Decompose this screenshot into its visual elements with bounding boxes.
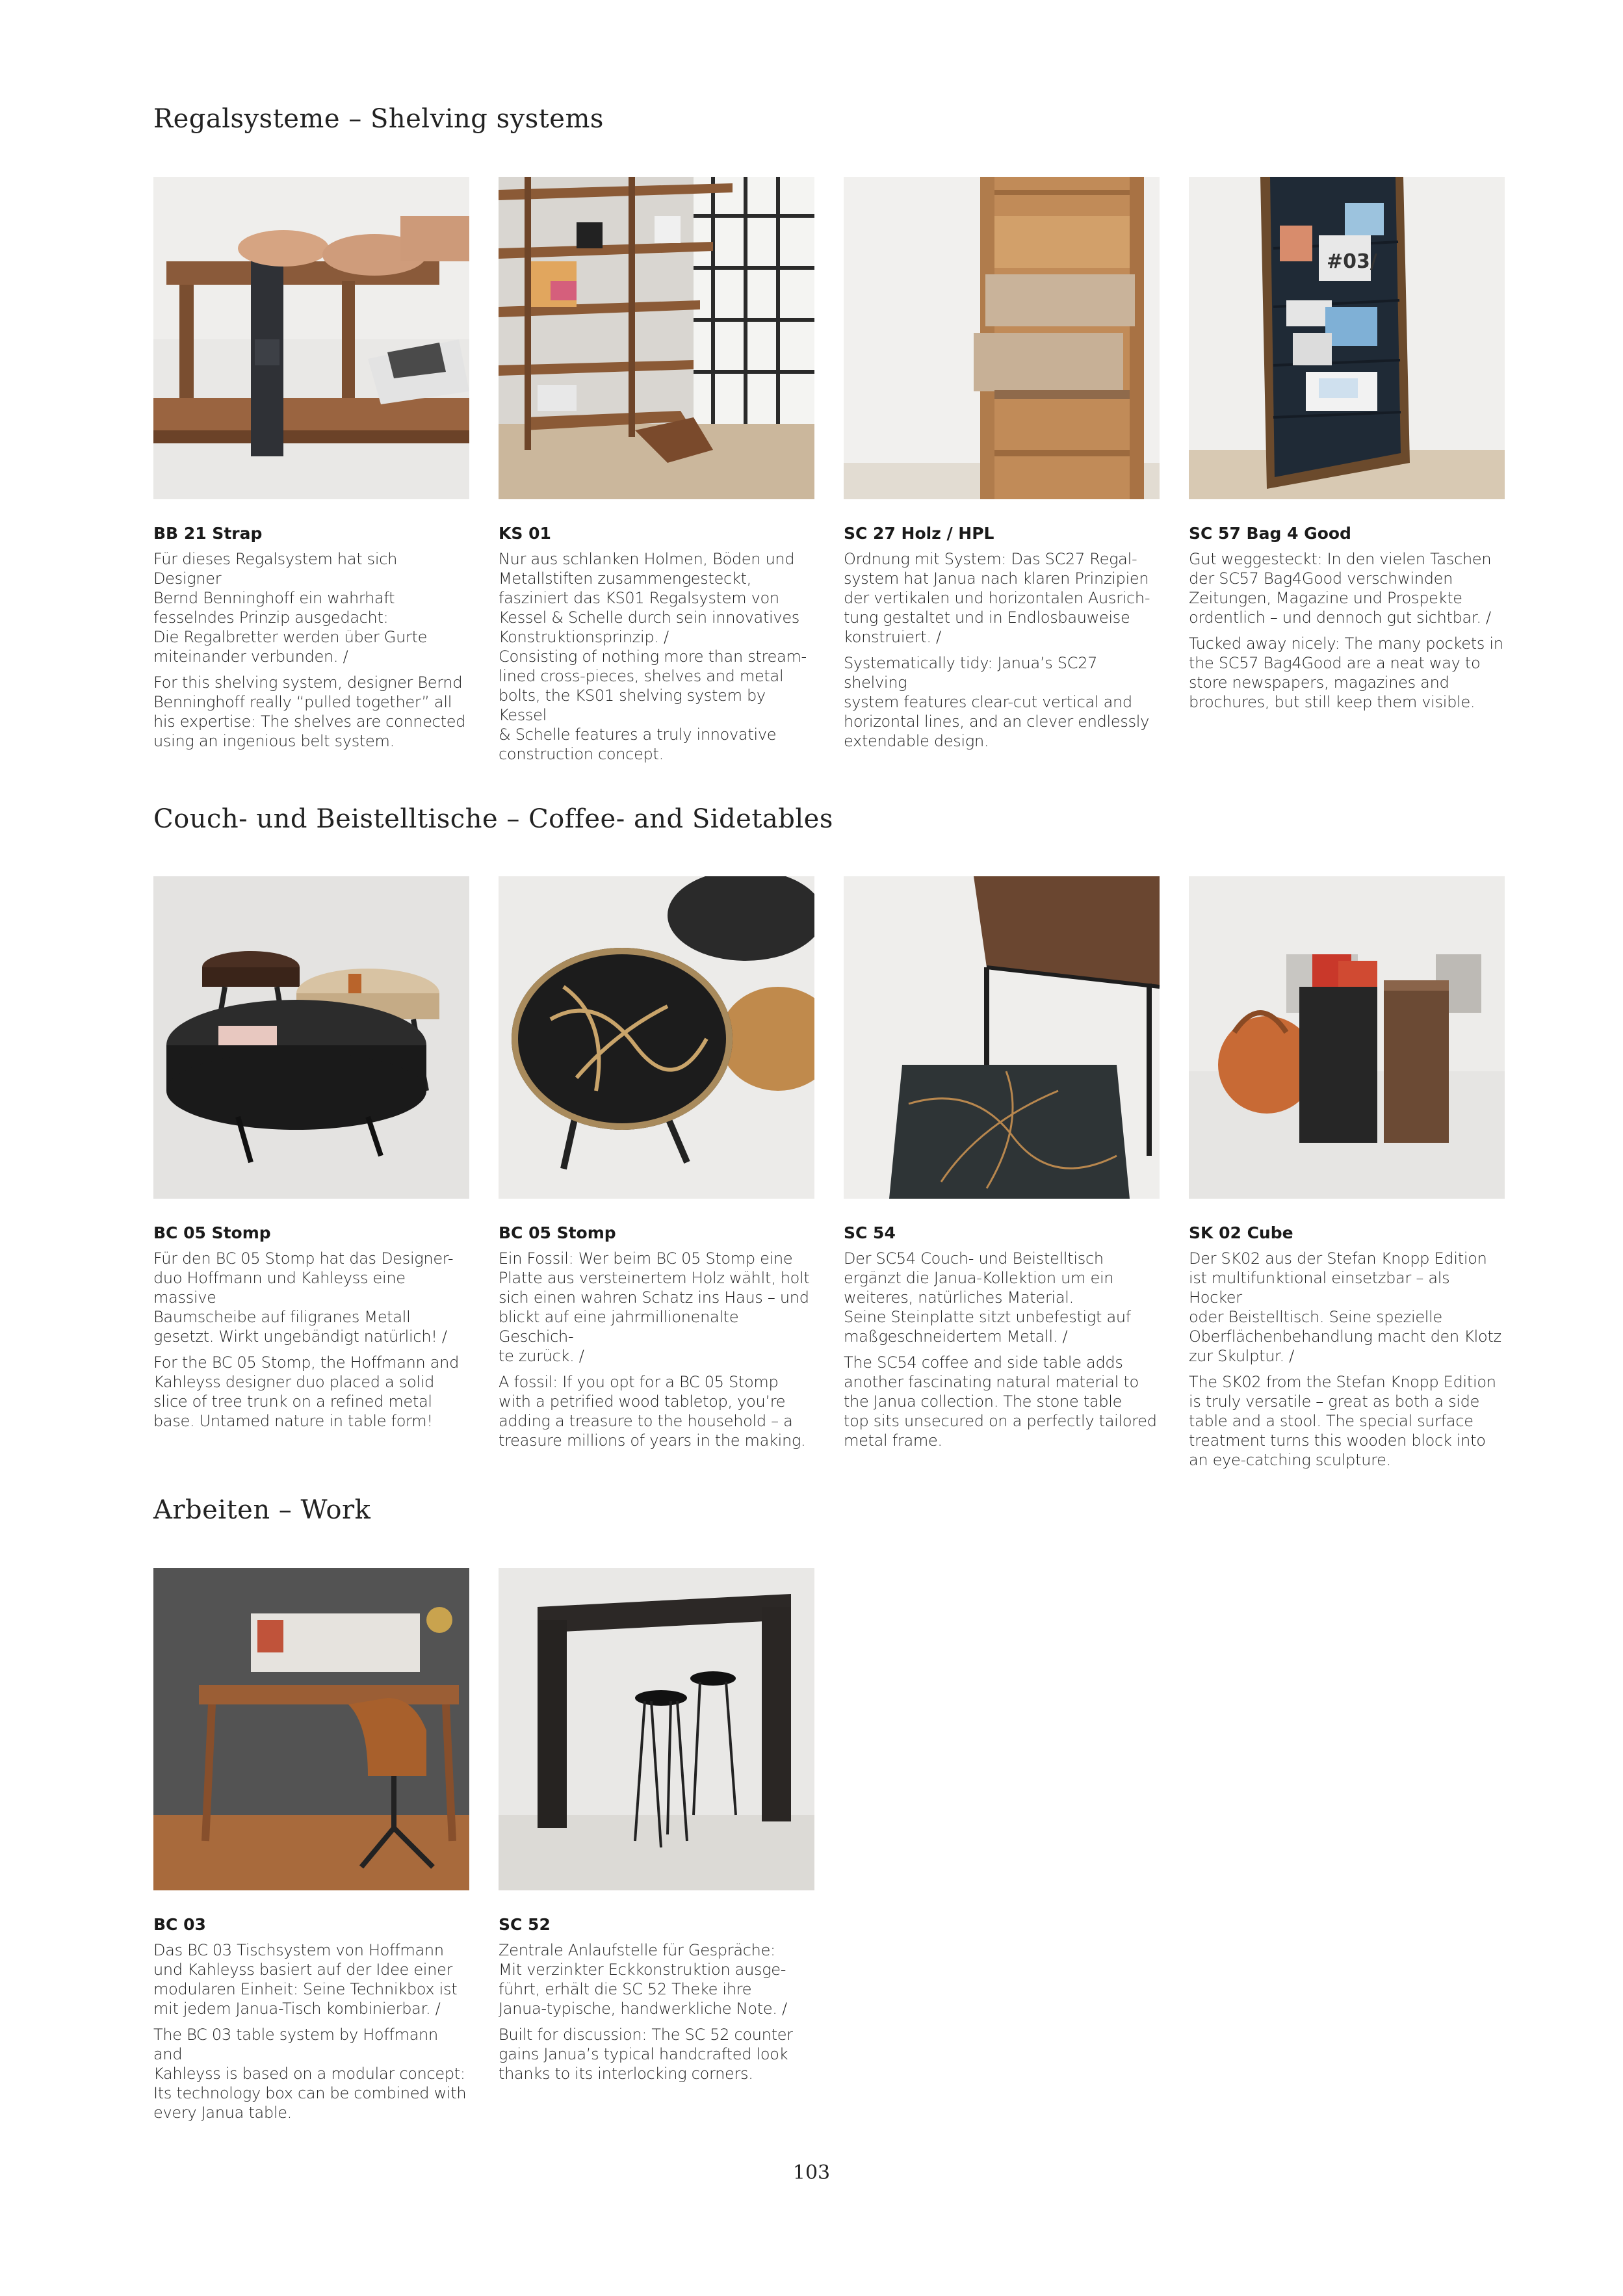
page-number: 103 [792,2161,831,2184]
product-photo-bc05-a [153,876,469,1199]
product-desc-en: For this shelving system, designer Bernd Benninghoff really “pulled together” all his expertise: The shelves are connected using an ingenious belt system. [153,673,466,750]
product-card-sc27 [844,177,1160,757]
product-name: SC 52 [499,1915,551,1934]
product-desc-en: The SK02 from the Stefan Knopp Edition is truly versatile – great as both a side table and a stool. The special surface treatment turns this wooden block into an eye-catching sculpture. [1189,1373,1496,1469]
product-photo-bc03 [153,1568,469,1890]
product-photo-sc52 [499,1568,814,1890]
product-desc-de: Für den BC 05 Stomp hat das Designer- duo Hoffmann und Kahleyss eine massive Baumscheibe auf filigranes Metall gesetzt. Wirkt ungebändigt natürlich! / [153,1249,454,1346]
product-photo-sc27 [844,177,1160,499]
product-photo-bb21 [153,177,469,499]
product-card-sc54 [844,876,1160,1457]
product-desc-en: Systematically tidy: Janua’s SC27 shelving system features clear-cut vertical and horizontal lines, and an clever endlessly extendable design. [844,654,1150,750]
product-desc-en: The BC 03 table system by Hoffmann and Kahleyss is based on a modular concept: Its technology box can be combined with every Janua table. [153,2026,467,2122]
section-title-tables: Couch- und Beistelltische – Coffee- and Sidetables [153,804,833,834]
product-desc-de: Für dieses Regalsystem hat sich Designer Bernd Benninghoff ein wahrhaft fesselndes Prinzip ausgedacht: Die Regalbretter werden über Gurte miteinander verbunden. / [153,550,428,666]
product-name: SC 57 Bag 4 Good [1189,524,1351,543]
product-card-bb21 [153,177,469,757]
product-desc-de: Zentrale Anlaufstelle für Gespräche: Mit verzinkter Eckkonstruktion ausge- führt, erhält die SC 52 Theke ihre Janua-typische, handwerkliche Note. / [499,1941,787,2018]
product-name: BB 21 Strap [153,524,263,543]
product-photo-sc57 [1189,177,1505,499]
product-desc-de: Ordnung mit System: Das SC27 Regal- system hat Janua nach klaren Prinzipien der vertikalen und horizontalen Ausrich- tung gestaltet und in Endlosbauweise konstruiert. / [844,550,1150,646]
product-desc-en: The SC54 coffee and side table adds another fascinating natural material to the Janua collection. The stone table top sits unsecured on a perfectly tailored metal frame. [844,1353,1157,1450]
product-name: SK 02 Cube [1189,1223,1293,1242]
product-desc-de: Nur aus schlanken Holmen, Böden und Metallstiften zusammengesteckt, fasziniert das KS01 Regalsystem von Kessel & Schelle durch sein innovatives Konstruktionsprinzip. / Consisting of nothing more than stream- lined cross-pieces, shelves and metal bolts, the KS01 shelving system by Kessel & Schelle features a truly innovative construction concept. [499,550,807,763]
product-photo-ks01 [499,177,814,499]
product-desc-de: Ein Fossil: Wer beim BC 05 Stomp eine Platte aus versteinertem Holz wählt, holt sich einen wahren Schatz ins Haus – und blickt auf eine jahrmillionenalte Geschich- te zurück. / [499,1249,810,1365]
section-title-shelving: Regalsysteme – Shelving systems [153,104,604,134]
product-desc-en: A fossil: If you opt for a BC 05 Stomp with a petrified wood tabletop, you’re adding a treasure to the household – a treasure millions of years in the making. [499,1373,806,1450]
product-desc-en: For the BC 05 Stomp, the Hoffmann and Kahleyss designer duo placed a solid slice of tree trunk on a refined metal base. Untamed nature in table form! [153,1353,460,1430]
product-card-sc57 [1189,177,1505,718]
product-desc-de: Der SK02 aus der Stefan Knopp Edition ist multifunktional einsetzbar – als Hocker oder Beistelltisch. Seine spezielle Oberflächenbehandlung macht den Klotz zur Skulptur. / [1189,1249,1501,1365]
product-desc-en: Tucked away nicely: The many pockets in the SC57 Bag4Good are a neat way to store newspapers, magazines and brochures, but still keep them visible. [1189,634,1503,711]
product-name: BC 03 [153,1915,206,1934]
product-photo-bc05-b [499,876,814,1199]
product-card-bc05-b [499,876,814,1457]
product-desc-en: Built for discussion: The SC 52 counter gains Janua’s typical handcrafted look thanks to its interlocking corners. [499,2026,793,2083]
product-name: KS 01 [499,524,551,543]
product-photo-sc54 [844,876,1160,1199]
product-desc-de: Der SC54 Couch- und Beistelltisch ergänzt die Janua-Kollektion um ein weiteres, natürliches Material. Seine Steinplatte sitzt unbefestigt auf maßgeschneidertem Metall. / [844,1249,1131,1346]
section-title-work: Arbeiten – Work [153,1495,371,1525]
product-name: SC 27 Holz / HPL [844,524,994,543]
product-card-bc03 [153,1568,469,2129]
product-name: BC 05 Stomp [499,1223,616,1242]
product-card-sc52 [499,1568,814,2090]
product-card-ks01 [499,177,814,770]
product-photo-sk02 [1189,876,1505,1199]
product-card-sk02 [1189,876,1505,1476]
product-desc-de: Das BC 03 Tischsystem von Hoffmann und Kahleyss basiert auf der Idee einer modularen Einheit: Seine Technikbox ist mit jedem Janua-Tisch kombinierbar. / [153,1941,458,2018]
product-name: BC 05 Stomp [153,1223,271,1242]
product-desc-de: Gut weggesteckt: In den vielen Taschen der SC57 Bag4Good verschwinden Zeitungen, Magazine und Prospekte ordentlich – und dennoch gut sichtbar. / [1189,550,1492,627]
product-card-bc05-a [153,876,469,1437]
product-name: SC 54 [844,1223,896,1242]
magazine-label: #03/ [1327,250,1377,273]
